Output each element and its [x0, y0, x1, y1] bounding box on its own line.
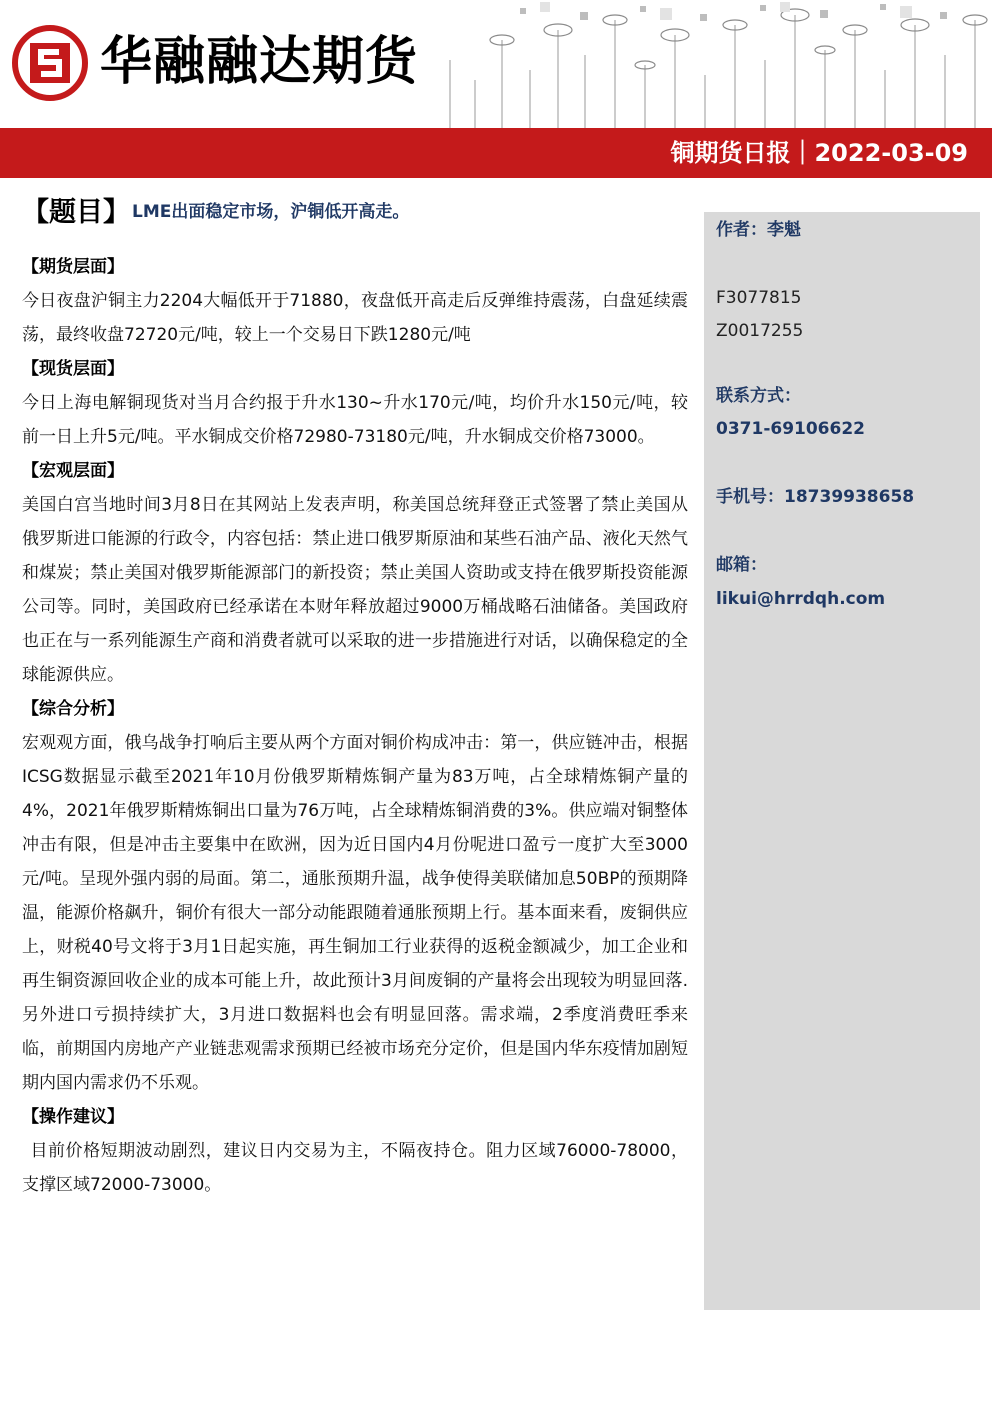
- section-heading-futures: 【期货层面】: [22, 257, 124, 277]
- email-address: likui@hrrdqh.com: [716, 589, 886, 609]
- decorative-lines-graphic: [430, 0, 992, 128]
- report-title-bar: [0, 128, 992, 178]
- section-heading-spot: 【现货层面】: [22, 359, 124, 379]
- qualification-number-2: Z0017255: [716, 321, 804, 341]
- section-body-spot: 今日上海电解铜现货对当月合约报于升水130~升水170元/吨，均价升水150元/吨，较前一日上升5元/吨。平水铜成交价格72980-73180元/吨，升水铜成交价格73000。: [22, 393, 688, 447]
- section-body-analysis: 宏观观方面，俄乌战争打响后主要从两个方面对铜价构成冲击：第一，供应链冲击，根据ICSG数据显示截至2021年10月份俄罗斯精炼铜产量为83万吨，占全球精炼铜产量的4%，2021年俄罗斯精炼铜出口量为76万吨，占全球精炼铜消费的3%。供应端对铜整体冲击有限，但是冲击主要集中在欧洲，因为近日国内4月份呢进口盈亏一度扩大至3000元/吨。呈现外强内弱的局面。第二，通胀预期升温，战争使得美联储加息50BP的预期降温，能源价格飙升，铜价有很大一部分动能跟随着通胀预期上行。基本面来看，废铜供应上，财税40号文将于3月1日起实施，再生铜加工行业获得的返税金额减少，加工企业和再生铜资源回收企业的成本可能上升，故此预计3月间废铜的产量将会出现较为明显回落.另外进口亏损持续扩大，3月进口数据料也会有明显回落。需求端，2季度消费旺季来临，前期国内房地产产业链悲观需求预期已经被市场充分定价，但是国内华东疫情加剧短期内国内需求仍不乐观。: [22, 733, 688, 1093]
- section-heading-analysis: 【综合分析】: [22, 699, 124, 719]
- company-logo-icon: [12, 25, 88, 101]
- page-header: [0, 0, 992, 128]
- section-body-macro: 美国白宫当地时间3月8日在其网站上发表声明，称美国总统拜登正式签署了禁止美国从俄罗斯进口能源的行政令，内容包括：禁止进口俄罗斯原油和某些石油产品、液化天然气和煤炭；禁止美国对俄罗斯能源部门的新投资；禁止美国人资助或支持在俄罗斯投资能源公司等。同时，美国政府已经承诺在本财年释放超过9000万桶战略石油储备。美国政府也正在与一系列能源生产商和消费者就可以采取的进一步措施进行对话，以确保稳定的全球能源供应。: [22, 495, 688, 685]
- mobile-number: 手机号：18739938658: [716, 487, 915, 507]
- topic-label: 【题目】: [22, 197, 130, 228]
- report-topic: [22, 190, 702, 230]
- section-body-futures: 今日夜盘沪铜主力2204大幅低开于71880，夜盘低开高走后反弹维持震荡，白盘延续震荡，最终收盘72720元/吨，较上一个交易日下跌1280元/吨: [22, 291, 688, 345]
- topic-text: LME出面稳定市场，沪铜低开高走。: [132, 202, 410, 222]
- contact-phone: 0371-69106622: [716, 419, 865, 439]
- email-label: 邮箱：: [716, 555, 767, 575]
- author-sidebar: [704, 212, 980, 1310]
- report-title: 铜期货日报｜2022-03-09: [670, 139, 968, 167]
- qualification-number-1: F3077815: [716, 288, 802, 308]
- author-name: 作者：李魁: [716, 220, 801, 240]
- section-body-suggestion: 目前价格短期波动剧烈，建议日内交易为主，不隔夜持仓。阻力区域76000-78000，支撑区域72000-73000。: [22, 1141, 688, 1195]
- section-heading-suggestion: 【操作建议】: [22, 1107, 124, 1127]
- brand-name: 华融融达期货: [100, 32, 419, 92]
- report-body: [22, 250, 688, 1202]
- contact-label: 联系方式：: [716, 386, 801, 406]
- section-heading-macro: 【宏观层面】: [22, 461, 124, 481]
